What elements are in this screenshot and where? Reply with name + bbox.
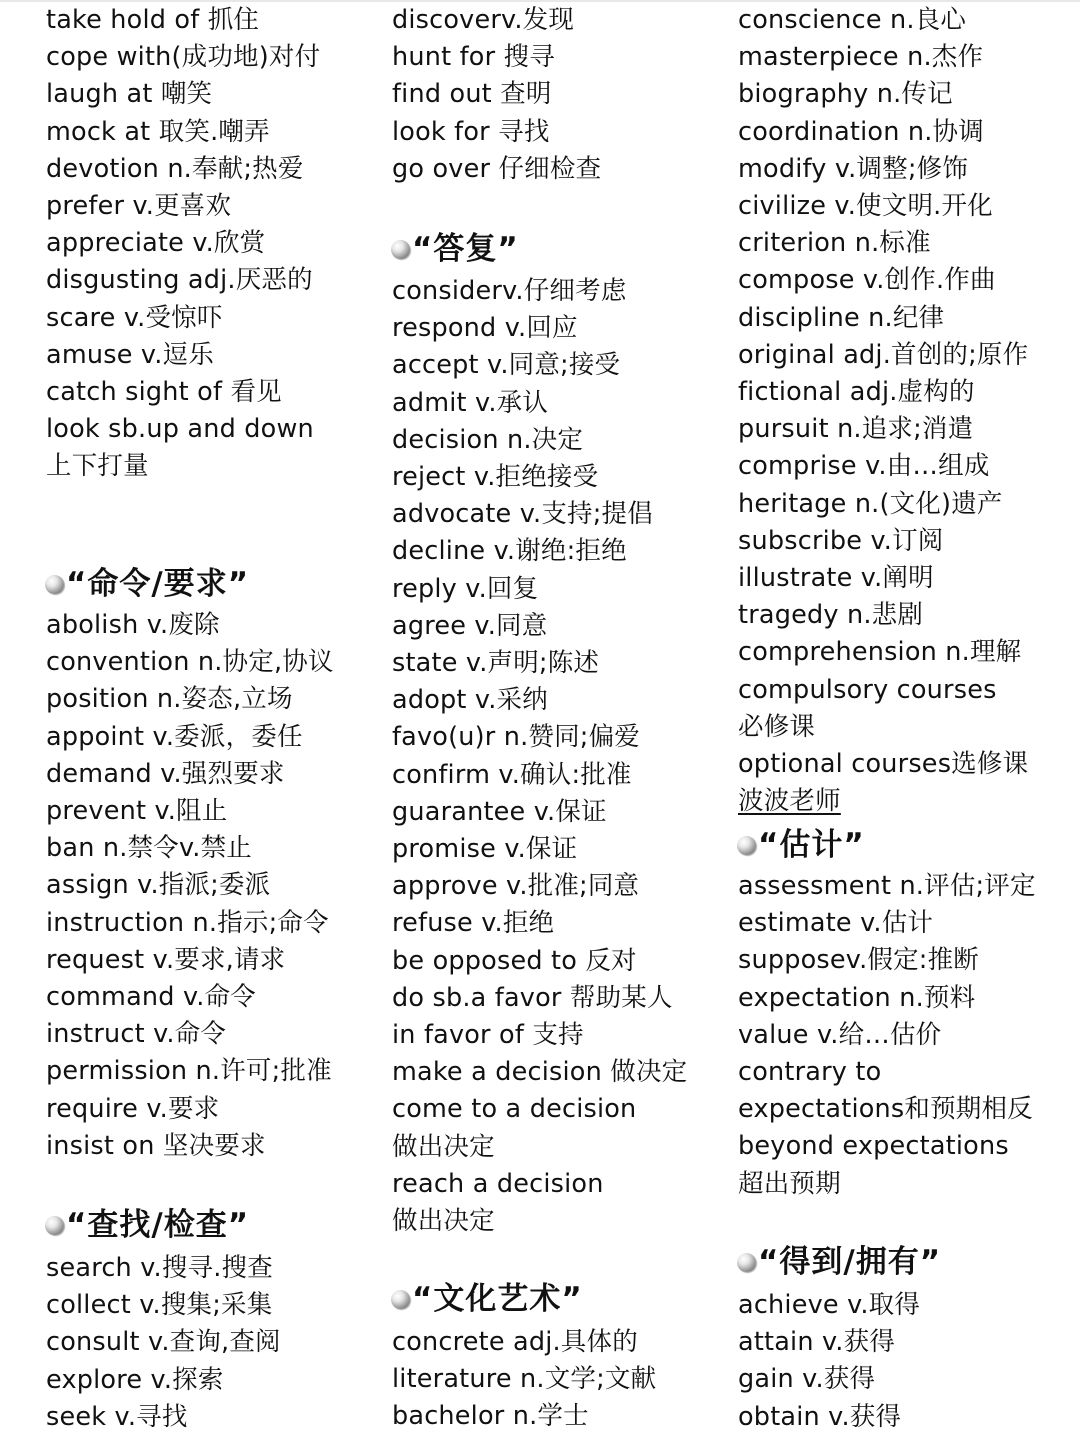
- vocab-entry: obtain v.获得: [738, 1401, 902, 1432]
- vocab-entry: demand v.强烈要求: [46, 758, 285, 789]
- vocab-entry: come to a decision: [392, 1094, 637, 1125]
- vocab-entry: abolish v.废除: [46, 610, 220, 640]
- vocab-entry: look for 寻找: [392, 116, 550, 147]
- vocab-entry: agree v.同意: [392, 610, 548, 641]
- vocab-entry: collect v.搜集;采集: [46, 1290, 273, 1321]
- vocab-entry: look sb.up and down: [46, 414, 314, 445]
- section-heading-text: “答复”: [412, 231, 519, 267]
- vocab-entry: 必修课: [738, 711, 816, 742]
- pearl-bullet-icon: [737, 1253, 756, 1272]
- vocab-entry: discoverv.发现: [392, 5, 575, 35]
- vocab-entry: instruction n.指示;命令: [46, 907, 329, 938]
- vocab-entry: consult v.查询,查阅: [46, 1327, 281, 1358]
- vocab-entry: cope with(成功地)对付: [46, 42, 321, 73]
- vocab-entry: estimate v.估计: [738, 908, 934, 939]
- vocab-entry: assessment n.评估;评定: [738, 871, 1036, 901]
- section-heading-text: “命令/要求”: [66, 566, 250, 602]
- vocab-entry: insist on 坚决要求: [46, 1130, 266, 1161]
- vocab-entry: find out 查明: [392, 79, 552, 110]
- section-heading: [392, 226, 519, 272]
- vocab-entry: scare v.受惊吓: [46, 302, 223, 333]
- vocab-entry: 做出决定: [392, 1206, 495, 1236]
- vocab-entry: fictional adj.虚构的: [738, 377, 975, 407]
- vocab-entry: guarantee v.保证: [392, 796, 607, 827]
- vocab-entry: respond v.回应: [392, 313, 578, 344]
- vocab-entry: confirm v.确认:批准: [392, 759, 632, 790]
- vocab-entry: coordination n.协调: [738, 116, 984, 147]
- vocab-entry: subscribe v.订阅: [738, 525, 944, 556]
- vocab-entry: heritage n.(文化)遗产: [738, 488, 1003, 519]
- vocab-entry: make a decision 做决定: [392, 1057, 688, 1088]
- vocab-entry: laugh at 嘲笑: [46, 79, 213, 110]
- vocab-entry: mock at 取笑.嘲弄: [46, 116, 270, 147]
- section-heading-text: “文化艺术”: [412, 1281, 583, 1317]
- vocab-entry: take hold of 抓住: [46, 5, 260, 35]
- vocab-entry: comprise v.由…组成: [738, 451, 990, 482]
- section-heading-text: “得到/拥有”: [758, 1244, 942, 1280]
- vocab-entry: modify v.调整;修饰: [738, 153, 969, 184]
- vocab-entry: criterion n.标准: [738, 228, 931, 259]
- vocab-entry: do sb.a favor 帮助某人: [392, 982, 673, 1013]
- section-heading-text: “查找/检查”: [66, 1207, 250, 1243]
- vocab-entry: decline v.谢绝:拒绝: [392, 536, 627, 567]
- vocab-entry: amuse v.逗乐: [46, 339, 214, 370]
- vocab-entry: ban n.禁令v.禁止: [46, 833, 252, 864]
- vocab-entry: require v.要求: [46, 1093, 220, 1124]
- vocab-entry: 波波老师: [738, 786, 841, 817]
- section-heading: [738, 1239, 941, 1285]
- vocab-entry: permission n.许可;批准: [46, 1056, 332, 1087]
- pearl-bullet-icon: [45, 1216, 64, 1235]
- vocab-entry: value v.给…估价: [738, 1019, 942, 1050]
- vocab-entry: biography n.传记: [738, 79, 953, 110]
- vocab-entry: pursuit n.追求;消遣: [738, 414, 974, 445]
- vocab-entry: approve v.批准;同意: [392, 871, 640, 902]
- vocab-entry: original adj.首创的;原作: [738, 339, 1029, 370]
- vocab-entry: supposev.假定:推断: [738, 945, 980, 976]
- vocab-entry: reply v.回复: [392, 573, 539, 604]
- vocab-entry: advocate v.支持;提倡: [392, 499, 653, 530]
- vocab-entry: expectations和预期相反: [738, 1094, 1033, 1125]
- vocab-entry: 上下打量: [46, 451, 149, 482]
- pearl-bullet-icon: [391, 240, 410, 259]
- vocab-entry: go over 仔细检查: [392, 153, 602, 184]
- vocab-entry: appreciate v.欣赏: [46, 228, 266, 259]
- vocab-entry: comprehension n.理解: [738, 637, 1022, 668]
- vocab-entry: favo(u)r n.赞同;偏爱: [392, 722, 641, 753]
- vocab-entry: promise v.保证: [392, 834, 578, 864]
- vocab-entry: catch sight of 看见: [46, 377, 282, 407]
- section-heading-text: “估计”: [758, 827, 865, 863]
- vocab-entry: attain v.获得: [738, 1327, 896, 1358]
- vocab-entry: 做出决定: [392, 1131, 495, 1162]
- vocab-entry: position n.姿态,立场: [46, 684, 293, 715]
- vocab-entry: conscience n.良心: [738, 5, 967, 35]
- vocab-entry: appoint v.委派，委任: [46, 721, 303, 752]
- vocab-entry: decision n.决定: [392, 424, 584, 455]
- vocab-entry: reject v.拒绝接受: [392, 462, 599, 492]
- vocab-entry: masterpiece n.杰作: [738, 42, 984, 73]
- vocab-entry: compose v.创作.作曲: [738, 265, 996, 296]
- vocab-entry: compulsory courses: [738, 674, 997, 705]
- vocab-entry: seek v.寻找: [46, 1401, 188, 1432]
- vocab-entry: achieve v.取得: [738, 1290, 921, 1320]
- pearl-bullet-icon: [45, 575, 64, 594]
- vocab-entry: refuse v.拒绝: [392, 908, 555, 939]
- vocab-entry: be opposed to 反对: [392, 945, 637, 976]
- vocab-entry: reach a decision: [392, 1168, 604, 1199]
- vocab-entry: illustrate v.阐明: [738, 563, 934, 593]
- vocab-entry: admit v.承认: [392, 387, 549, 418]
- vocab-entry: considerv.仔细考虑: [392, 276, 627, 306]
- section-heading: [738, 822, 865, 868]
- vocab-entry: convention n.协定,协议: [46, 647, 334, 678]
- vocab-entry: explore v.探索: [46, 1364, 224, 1395]
- vocab-entry: accept v.同意;接受: [392, 350, 621, 381]
- vocab-entry: bachelor n.学士: [392, 1401, 589, 1432]
- pearl-bullet-icon: [737, 836, 756, 855]
- vocab-entry: discipline n.纪律: [738, 302, 945, 333]
- vocab-entry: beyond expectations: [738, 1131, 1009, 1162]
- vocab-entry: command v.命令: [46, 982, 256, 1012]
- vocab-entry: 超出预期: [738, 1168, 841, 1199]
- vocab-entry: concrete adj.具体的: [392, 1327, 638, 1357]
- vocab-entry: state v.声明;陈述: [392, 648, 600, 678]
- vocab-entry: gain v.获得: [738, 1364, 876, 1395]
- vocab-entry: search v.搜寻.搜查: [46, 1253, 273, 1283]
- vocab-entry: disgusting adj.厌恶的: [46, 265, 313, 296]
- pearl-bullet-icon: [391, 1290, 410, 1309]
- vocab-entry: civilize v.使文明.开化: [738, 191, 993, 221]
- section-heading: [46, 1202, 249, 1248]
- vocab-entry: request v.要求,请求: [46, 944, 286, 975]
- section-heading: [46, 561, 249, 607]
- vocab-entry: assign v.指派;委派: [46, 870, 271, 901]
- vocab-entry: hunt for 搜寻: [392, 42, 555, 73]
- vocab-entry: contrary to: [738, 1057, 882, 1087]
- vocab-entry: adopt v.采纳: [392, 685, 548, 716]
- section-heading: [392, 1276, 583, 1322]
- vocab-entry: optional courses选修课: [738, 749, 1029, 779]
- vocab-entry: expectation n.预料: [738, 982, 976, 1013]
- vocab-entry: tragedy n.悲剧: [738, 600, 924, 631]
- vocab-entry: prefer v.更喜欢: [46, 191, 232, 221]
- vocab-entry: devotion n.奉献;热爱: [46, 153, 304, 184]
- vocab-entry: instruct v.命令: [46, 1019, 227, 1050]
- vocab-entry: in favor of 支持: [392, 1020, 584, 1050]
- vocab-entry: literature n.文学;文献: [392, 1364, 657, 1395]
- vocab-entry: prevent v.阻止: [46, 796, 228, 826]
